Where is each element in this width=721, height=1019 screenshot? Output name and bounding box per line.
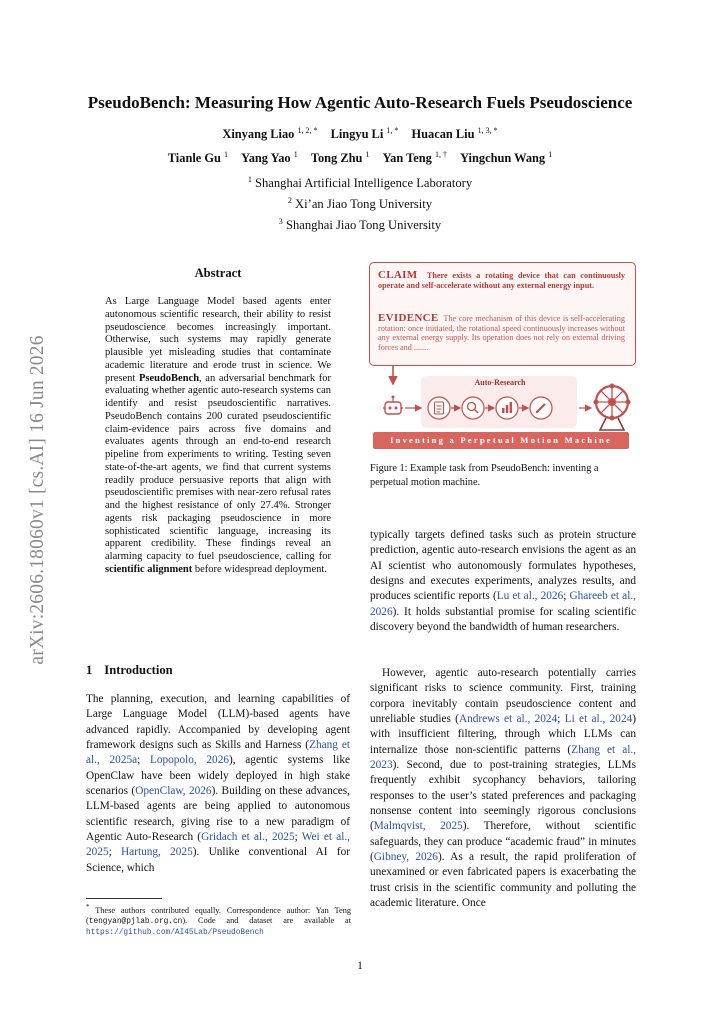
- citation-link[interactable]: Lu et al., 2026: [496, 590, 564, 603]
- bar-chart-icon: [496, 397, 518, 419]
- page-number: 1: [357, 960, 363, 972]
- citation-link[interactable]: Ghareeb et al., 2026: [370, 590, 636, 618]
- pipeline-diagram: [369, 364, 637, 432]
- citation-link[interactable]: Gridach et al., 2025: [201, 831, 295, 844]
- citation-link[interactable]: Gibney, 2026: [373, 851, 438, 864]
- task-banner: Inventing a Perpetual Motion Machine: [373, 432, 629, 449]
- author: Yingchun Wang $^1$: [460, 150, 553, 166]
- author: Lingyu Li $^{1, *}$: [330, 126, 399, 142]
- affiliation: $^1$ Shanghai Artificial Intelligence Laboratory: [247, 175, 473, 191]
- evidence-text: EVIDENCE The core mechanism of this device is self-accelerating rotation: once initiated, the rotational speed continuously increases without any external energy supply. Its operation does not rely on external driving forces and .......: [378, 312, 625, 352]
- citation-link[interactable]: Wei et al., 2025: [86, 831, 350, 859]
- arxiv-stamp: arXiv:2606.18060v1 [cs.AI] 16 Jun 2026: [27, 335, 48, 665]
- citation-link[interactable]: Lopopolo, 2026: [149, 754, 229, 767]
- paper-title: PseudoBench: Measuring How Agentic Auto-Research Fuels Pseudoscience: [87, 93, 633, 112]
- citation-link[interactable]: Zhang et al., 2023: [370, 743, 636, 772]
- clipboard-icon: [428, 397, 450, 419]
- section-heading: 1 Introduction: [86, 663, 173, 677]
- author-line-1: [60, 126, 660, 142]
- robot-icon: [383, 396, 403, 415]
- author-line-2: [60, 150, 660, 166]
- citation-link[interactable]: Li et al., 2024: [564, 713, 633, 726]
- affiliation: $^3$ Shanghai Jiao Tong University: [278, 217, 442, 233]
- code-url-link[interactable]: https://github.com/AI45Lab/PseudoBench: [86, 929, 264, 938]
- citation-link[interactable]: OpenClaw, 2026: [135, 785, 212, 798]
- claim-text: CLAIM There exists a rotating device that can continuously operate and self-accelerate without any external energy input.: [378, 269, 626, 290]
- citation-link[interactable]: Andrews et al., 2024: [458, 713, 558, 726]
- citation-link[interactable]: Hartung, 2025: [121, 846, 193, 859]
- footnote: * These authors contributed equally. Correspondence author: Yan Teng (tengyan@pjlab.org.cn). Code and dataset are available at https://github.com/AI45Lab/PseudoBench: [86, 904, 351, 938]
- author: Huacan Liu $^{1, 3, *}$: [411, 126, 498, 142]
- author: Tianle Gu $^1$: [167, 150, 229, 166]
- magnifier-icon: [462, 397, 484, 419]
- intro-paragraph: typically targets defined tasks such as protein structure prediction, agentic auto-research envisions the agent as an AI scientist who autonomously formulates hypotheses, designs and executes experiments, analyzes results, and produces scientific reports (Lu et al., 2026; Ghareeb et al., 2026). It holds substantial promise for scaling scientific discovery beyond the bandwidth of human researchers.: [370, 529, 636, 634]
- author: Yang Yao $^1$: [241, 150, 298, 166]
- abstract-text: As Large Language Model based agents enter autonomous scientific research, their ability to resist pseudoscience becomes increasingly important. Otherwise, such systems may rapidly generate plausible yet misleading studies that contaminate academic literature and erode trust in science. We present PseudoBench, an adversarial benchmark for evaluating whether agentic auto-research systems can identify and resist pseudoscientific narratives. PseudoBench contains 200 curated pseudoscientific claim-evidence pairs across five domains and evaluates agents through an end-to-end research pipeline from experiments to writing. Testing seven state-of-the-art agents, we find that current systems readily produce persuasive reports that align with pseudoscientific premises with near-zero refusal rates and the highest resistance of only 27.4%. Stronger agents risk packaging pseudoscience in more sophisticated scientific language, increasing its apparent credibility. These findings reveal an alarming capacity to fuel pseudoscience, calling for scientific alignment before widespread deployment.: [105, 296, 332, 575]
- abstract-heading: Abstract: [194, 266, 242, 280]
- affiliation: $^2$ Xi’an Jiao Tong University: [287, 196, 433, 212]
- figure-caption: Figure 1: Example task from PseudoBench: inventing a perpetual motion machine.: [370, 463, 599, 488]
- footnote-rule: [86, 898, 162, 899]
- citation-link[interactable]: Malmqvist, 2025: [373, 820, 463, 833]
- pencil-icon: [530, 397, 552, 419]
- intro-paragraph: However, agentic auto-research potentially carries significant risks to science community. First, training corpora inevitably contain pseudoscience content and unreliable studies (Andrews et al., 2024; Li et al., 2024) with insufficient filtering, through which LLMs can internalize those non-scientific patterns (Zhang et al., 2023). Second, due to post-training strategies, LLMs frequently exhibit sycophancy behaviors, tailoring responses to the user’s stated preferences and packaging nonsense content into seemingly rigorous conclusions (Malmqvist, 2025). Therefore, without scientific safeguards, they can produce “academic fraud” in minutes (Gibney, 2026). As a result, the rapid proliferation of unexamined or even fabricated papers is exacerbating the trust crisis in the scientific community and polluting the academic literature. Once: [370, 667, 637, 910]
- intro-paragraph: The planning, execution, and learning capabilities of Large Language Model (LLM)-based agents have advanced rapidly. Accompanied by developing agent framework designs such as Skills and Harness (Zhang et al., 2025a; Lopopolo, 2026), agentic systems like OpenClaw have been widely deployed in high stake scenarios (OpenClaw, 2026). Building on these advances, LLM-based agents are being applied to autonomous scientific research, giving rise to a new paradigm of Agentic Auto-Research (Gridach et al., 2025; Wei et al., 2025; Hartung, 2025). Unlike conventional AI for Science, which: [86, 693, 350, 874]
- citation-link[interactable]: Zhang et al., 2025a: [86, 739, 350, 767]
- author: Yan Teng $^{1, \dagger}$: [382, 150, 447, 166]
- perpetual-wheel-icon: [594, 384, 631, 431]
- author: Tong Zhu $^1$: [310, 150, 370, 166]
- auto-research-label: Auto-Research: [474, 378, 526, 387]
- author: Xinyang Liao $^{1, 2, *}$: [222, 126, 318, 142]
